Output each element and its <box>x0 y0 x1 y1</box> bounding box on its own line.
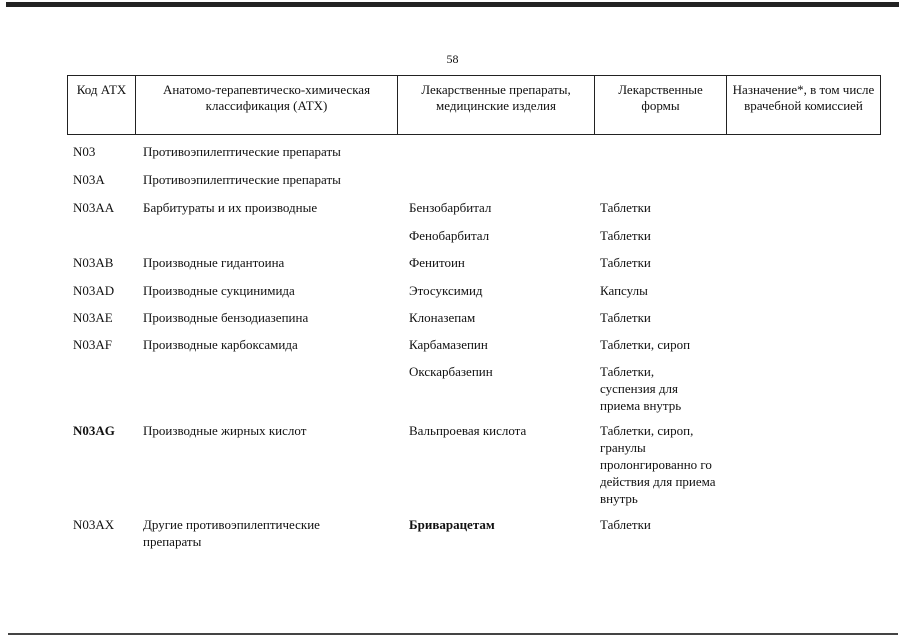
bottom-rule <box>8 633 898 635</box>
row-code: N03AE <box>73 310 113 325</box>
row-atc: Противоэпилептические препараты <box>143 172 341 187</box>
row-code: N03AG <box>73 423 115 438</box>
row-drug: Бриварацетам <box>409 517 495 532</box>
row-code: N03A <box>73 172 105 187</box>
row-atc: Производные сукцинимида <box>143 283 295 298</box>
page-number: 58 <box>446 52 459 66</box>
row-code: N03 <box>73 144 96 159</box>
row-drug: Бензобарбитал <box>409 200 492 215</box>
header-purpose: Назначение*, в том числе врачебной комиссией <box>727 76 881 135</box>
row-drug: Фенобарбитал <box>409 228 490 243</box>
header-code: Код АТХ <box>68 76 136 135</box>
table-header <box>67 75 881 135</box>
row-form: Таблетки <box>600 200 651 215</box>
row-atc: Производные карбоксамида <box>143 337 298 352</box>
row-drug: Вальпроевая кислота <box>409 423 527 438</box>
row-code: N03AX <box>73 517 115 532</box>
row-form: Таблетки, суспензия для приема внутрь <box>600 364 682 413</box>
row-form: Капсулы <box>600 283 648 298</box>
row-form: Таблетки <box>600 517 651 532</box>
row-code: N03AA <box>73 200 115 215</box>
row-atc: Производные гидантоина <box>143 255 285 270</box>
row-form: Таблетки, сироп <box>600 337 691 352</box>
row-atc: Другие противоэпилептические препараты <box>143 517 320 549</box>
row-atc: Производные жирных кислот <box>143 423 307 438</box>
top-rule <box>6 2 899 7</box>
row-form: Таблетки, сироп, гранулы пролонгированно го действия для приема внутрь <box>600 423 716 506</box>
row-atc: Барбитураты и их производные <box>143 200 318 215</box>
header-row <box>68 76 881 135</box>
row-form: Таблетки <box>600 255 651 270</box>
row-drug: Фенитоин <box>409 255 465 270</box>
header-forms: Лекарственные формы <box>595 76 727 135</box>
row-drug: Клоназепам <box>409 310 476 325</box>
row-code: N03AD <box>73 283 115 298</box>
row-atc: Производные бензодиазепина <box>143 310 309 325</box>
row-atc: Противоэпилептические препараты <box>143 144 341 159</box>
header-drugs: Лекарственные препараты, медицинские изделия <box>398 76 595 135</box>
row-form: Таблетки <box>600 228 651 243</box>
row-drug: Этосуксимид <box>409 283 483 298</box>
row-drug: Карбамазепин <box>409 337 488 352</box>
row-code: N03AB <box>73 255 114 270</box>
row-drug: Окскарбазепин <box>409 364 493 379</box>
header-atc: Анатомо-терапевтическо-химическая классификация (АТХ) <box>136 76 398 135</box>
row-code: N03AF <box>73 337 113 352</box>
row-form: Таблетки <box>600 310 651 325</box>
